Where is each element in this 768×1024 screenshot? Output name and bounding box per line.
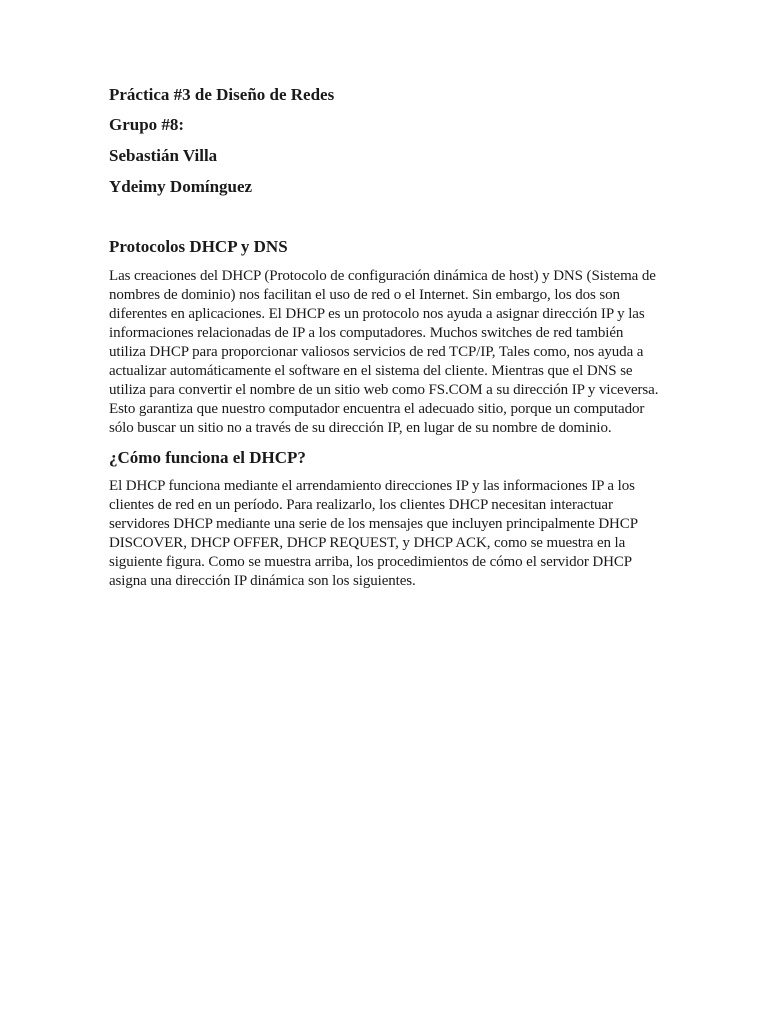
body-paragraph: Las creaciones del DHCP (Protocolo de configuración dinámica de host) y DNS (Sistema de nombres de dominio) nos facilitan el uso de red o el Internet. Sin embargo, los dos son diferentes en aplicaciones. El DHCP es un protocolo nos ayuda a asignar dirección IP y las informaciones relacionadas de IP a los computadores. Muchos switches de red también utiliza DHCP para proporcionar valiosos servicios de red TCP/IP, Tales como, nos ayuda a actualizar automáticamente el software en el sistema del cliente. Mientras que el DNS se utiliza para convertir el nombre de un sitio web como FS.COM a su dirección IP y viceversa. Esto garantiza que nuestro computador encuentra el adecuado sitio, porque un computador sólo buscar un sitio no a través de su dirección IP, en lugar de su nombre de dominio.: [109, 268, 659, 436]
subsection-title: ¿Cómo funciona el DHCP?: [109, 448, 306, 467]
group-label: Grupo #8:: [109, 115, 185, 134]
author-name: Ydeimy Domínguez: [109, 177, 253, 196]
section-title: Protocolos DHCP y DNS: [109, 237, 288, 256]
author-name: Sebastián Villa: [109, 146, 218, 165]
body-paragraph: El DHCP funciona mediante el arrendamiento direcciones IP y las informaciones IP a los clientes de red en un período. Para realizarlo, los clientes DHCP necesitan interactuar servidores DHCP mediante una serie de los mensajes que incluyen principalmente DHCP DISCOVER, DHCP OFFER, DHCP REQUEST, y DHCP ACK, como se muestra en la siguiente figura. Como se muestra arriba, los procedimientos de cómo el servidor DHCP asigna una dirección IP dinámica son los siguientes.: [109, 478, 638, 589]
document-page: [109, 84, 661, 591]
document-title: Práctica #3 de Diseño de Redes: [109, 85, 335, 104]
